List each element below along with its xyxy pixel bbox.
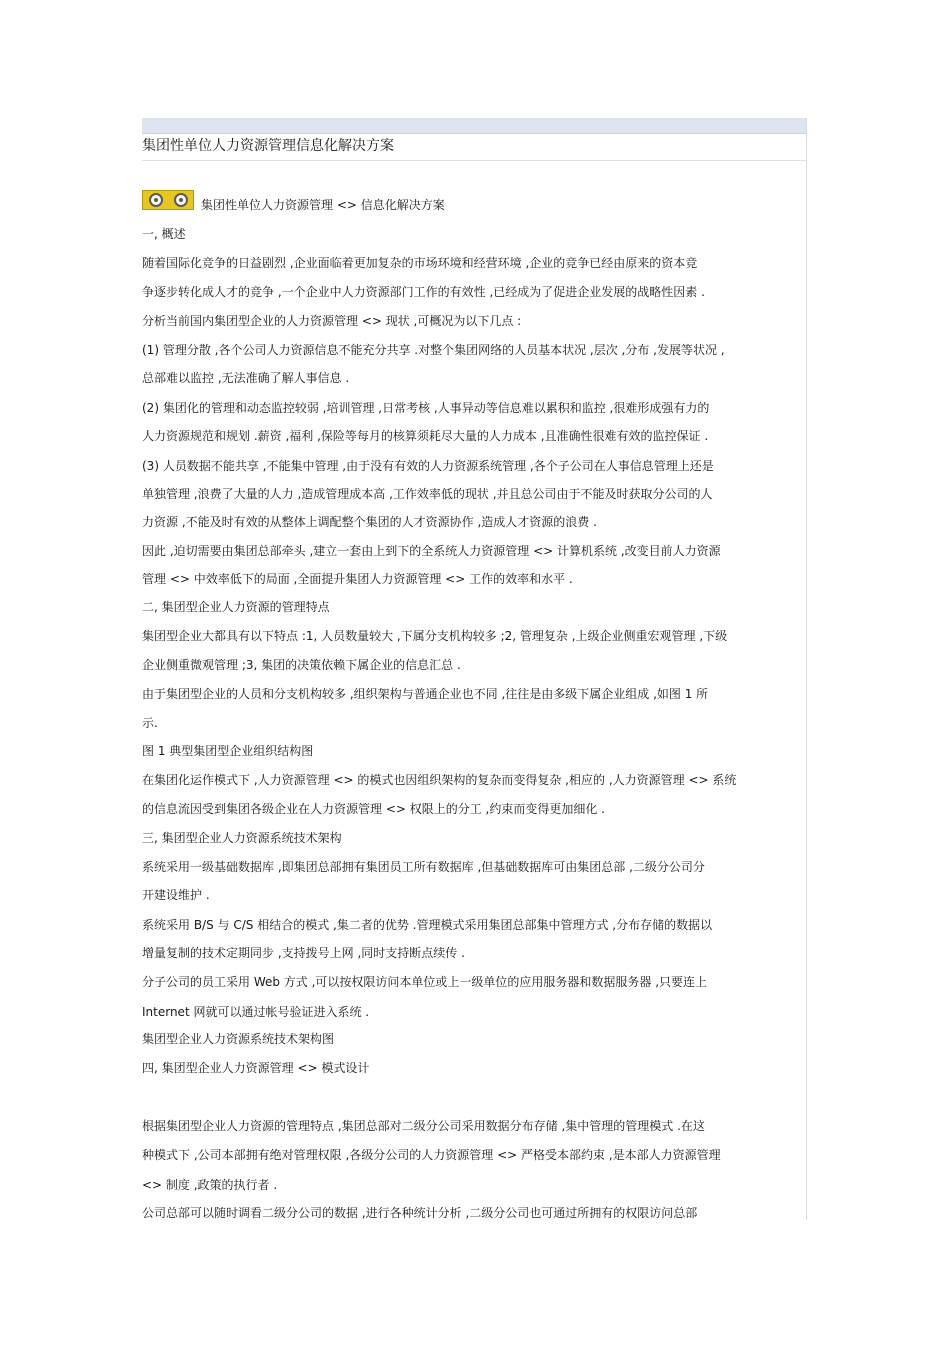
- paragraph-line: <> 制度 ,政策的执行者 .: [142, 1178, 278, 1192]
- section-heading: 二, 集团型企业人力资源的管理特点: [142, 600, 330, 614]
- paragraph-line: 示.: [142, 716, 158, 730]
- section-heading: 一, 概述: [142, 227, 186, 241]
- paragraph-line: 公司总部可以随时调看二级分公司的数据 ,进行各种统计分析 ,二级分公司也可通过所拥有的权限访问总部: [142, 1206, 698, 1220]
- paragraph-line: 因此 ,迫切需要由集团总部牵头 ,建立一套由上到下的全系统人力资源管理 <> 计算机系统 ,改变目前人力资源: [142, 544, 721, 558]
- header-bar: [142, 118, 806, 134]
- paragraph-line: 开建设维护 .: [142, 888, 210, 902]
- section-heading: 三, 集团型企业人力资源系统技术架构: [142, 831, 342, 845]
- paragraph-line: 人力资源规范和规划 .薪资 ,福利 ,保险等每月的核算须耗尽大量的人力成本 ,且准确性很难有效的监控保证 .: [142, 429, 709, 443]
- paragraph-line: 分析当前国内集团型企业的人力资源管理 <> 现状 ,可概况为以下几点 :: [142, 314, 522, 328]
- paragraph-line: 集团型企业大都具有以下特点 :1, 人员数量较大 ,下属分支机构较多 ;2, 管理复杂 ,上级企业侧重宏观管理 ,下级: [142, 629, 728, 643]
- gear-badge-icon: [142, 190, 194, 210]
- paragraph-line: 单独管理 ,浪费了大量的人力 ,造成管理成本高 ,工作效率低的现状 ,并且总公司由于不能及时获取分公司的人: [142, 487, 713, 501]
- paragraph-line: Internet 网就可以通过帐号验证进入系统 .: [142, 1005, 370, 1019]
- gear-icon: [149, 193, 163, 207]
- paragraph-line: 争逐步转化成人才的竞争 ,一个企业中人力资源部门工作的有效性 ,已经成为了促进企业发展的战略性因素 .: [142, 285, 705, 299]
- paragraph-line: 增量复制的技术定期同步 ,支持拨号上网 ,同时支持断点续传 .: [142, 946, 465, 960]
- paragraph-line: (2) 集团化的管理和动态监控较弱 ,培训管理 ,日常考核 ,人事异动等信息难以累积和监控 ,很难形成强有力的: [142, 401, 710, 415]
- paragraph-line: 管理 <> 中效率低下的局面 ,全面提升集团人力资源管理 <> 工作的效率和水平 .: [142, 572, 573, 586]
- paragraph-line: 总部难以监控 ,无法准确了解人事信息 .: [142, 371, 350, 385]
- paragraph-line: 系统采用一级基础数据库 ,即集团总部拥有集团员工所有数据库 ,但基础数据库可由集团总部 ,二级分公司分: [142, 860, 705, 874]
- paragraph-line: 种模式下 ,公司本部拥有绝对管理权限 ,各级分公司的人力资源管理 <> 严格受本部约束 ,是本部人力资源管理: [142, 1148, 721, 1162]
- title-divider: [142, 160, 806, 161]
- paragraph-line: 根据集团型企业人力资源的管理特点 ,集团总部对二级分公司采用数据分布存储 ,集中管理的管理模式 .在这: [142, 1119, 705, 1133]
- paragraph-line: 的信息流因受到集团各级企业在人力资源管理 <> 权限上的分工 ,约束而变得更加细化 .: [142, 802, 605, 816]
- section-heading: 四, 集团型企业人力资源管理 <> 模式设计: [142, 1061, 370, 1075]
- paragraph-line: 分子公司的员工采用 Web 方式 ,可以按权限访问本单位或上一级单位的应用服务器和数据服务器 ,只要连上: [142, 975, 708, 989]
- figure-caption: 图 1 典型集团型企业组织结构图: [142, 744, 314, 758]
- content-right-border: [806, 118, 807, 1220]
- article-subtitle: 集团性单位人力资源管理 <> 信息化解决方案: [201, 198, 445, 212]
- paragraph-line: 企业侧重微观管理 ;3, 集团的决策依赖下属企业的信息汇总 .: [142, 658, 461, 672]
- paragraph-line: 在集团化运作模式下 ,人力资源管理 <> 的模式也因组织架构的复杂而变得复杂 ,相应的 ,人力资源管理 <> 系统: [142, 773, 737, 787]
- page-title: 集团性单位人力资源管理信息化解决方案: [142, 138, 394, 154]
- figure-caption: 集团型企业人力资源系统技术架构图: [142, 1032, 335, 1046]
- gear-icon: [174, 193, 188, 207]
- paragraph-line: 力资源 ,不能及时有效的从整体上调配整个集团的人才资源协作 ,造成人才资源的浪费 .: [142, 515, 597, 529]
- paragraph-line: (3) 人员数据不能共享 ,不能集中管理 ,由于没有有效的人力资源系统管理 ,各个子公司在人事信息管理上还是: [142, 459, 714, 473]
- paragraph-line: 由于集团型企业的人员和分支机构较多 ,组织架构与普通企业也不同 ,往往是由多级下属企业组成 ,如图 1 所: [142, 687, 709, 701]
- paragraph-line: 随着国际化竞争的日益剧烈 ,企业面临着更加复杂的市场环境和经营环境 ,企业的竞争已经由原来的资本竞: [142, 256, 698, 270]
- paragraph-line: (1) 管理分散 ,各个公司人力资源信息不能充分共享 .对整个集团网络的人员基本状况 ,层次 ,分布 ,发展等状况 ,: [142, 343, 725, 357]
- paragraph-line: 系统采用 B/S 与 C/S 相结合的模式 ,集二者的优势 .管理模式采用集团总部集中管理方式 ,分布存储的数据以: [142, 918, 713, 932]
